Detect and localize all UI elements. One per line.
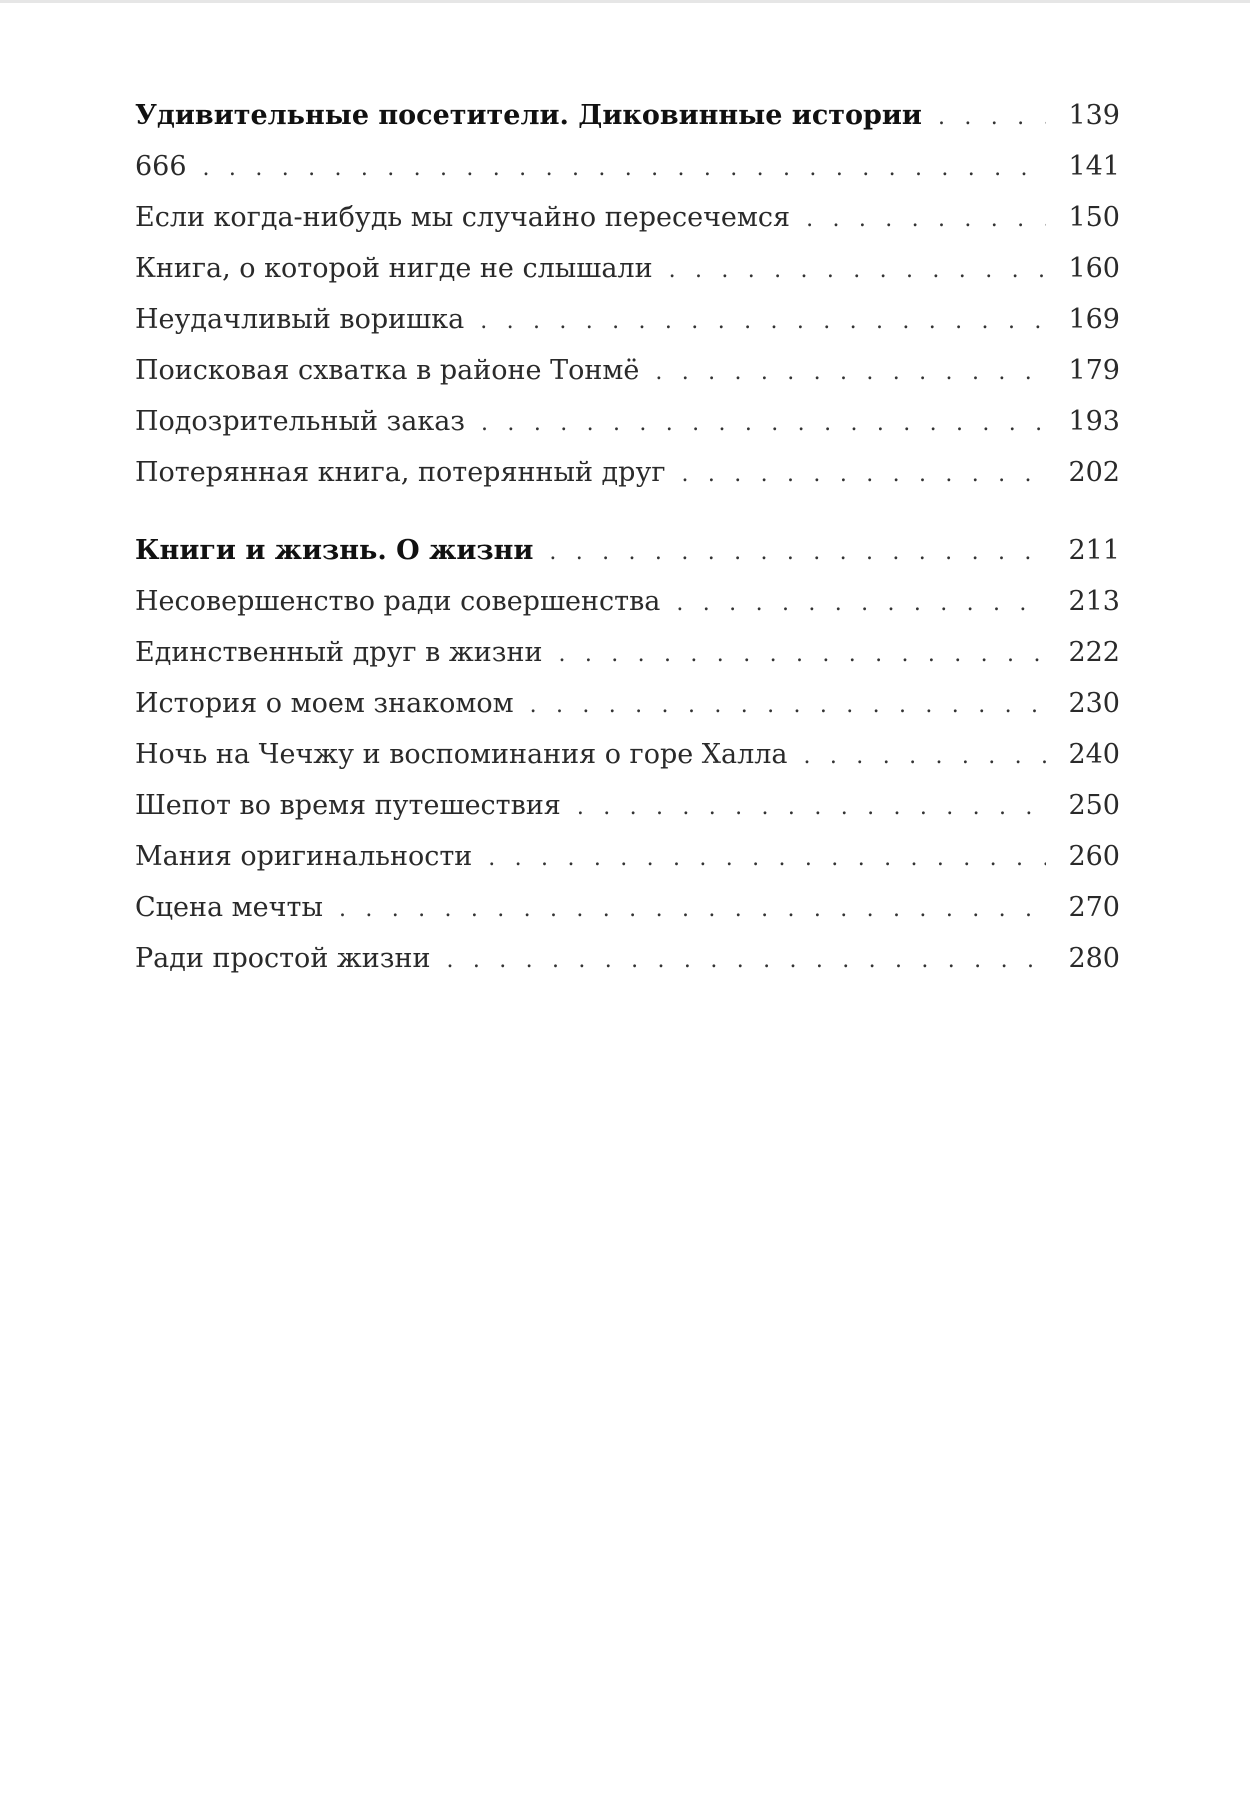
toc-entry-title: Несовершенство ради совершенства: [135, 586, 661, 617]
toc-entry-title: Ради простой жизни: [135, 943, 431, 974]
toc-entry-title: История о моем знакомом: [135, 688, 514, 719]
toc-entry-row[interactable]: [135, 243, 1120, 294]
toc-page-number: 240: [1068, 739, 1120, 770]
toc-page-number: 270: [1068, 892, 1120, 923]
toc-page-number: 222: [1068, 637, 1120, 668]
toc-page-number: 160: [1068, 253, 1120, 284]
toc-entry-row[interactable]: [135, 831, 1120, 882]
toc-entry-title: Подозрительный заказ: [135, 406, 466, 437]
dot-leader: [804, 731, 1046, 782]
toc-entry-row[interactable]: [135, 396, 1120, 447]
toc-entry-row[interactable]: [135, 345, 1120, 396]
toc-entry-title: Мания оригинальности: [135, 841, 473, 872]
toc-entry-title: Сцена мечты: [135, 892, 323, 923]
toc-entry-row[interactable]: [135, 294, 1120, 345]
toc-page-number: 141: [1068, 151, 1120, 182]
toc-entry-row[interactable]: [135, 780, 1120, 831]
toc-heading-title: Книги и жизнь. О жизни: [135, 535, 534, 566]
dot-leader: [339, 884, 1046, 935]
toc-entry-title: Шепот во время путешествия: [135, 790, 561, 821]
dot-leader: [676, 578, 1046, 629]
dot-leader: [806, 194, 1046, 245]
dot-leader: [577, 782, 1046, 833]
table-of-contents: [135, 90, 1120, 984]
toc-page-number: 280: [1068, 943, 1120, 974]
dot-leader: [203, 143, 1046, 194]
dot-leader: [558, 629, 1046, 680]
toc-entry-row[interactable]: [135, 627, 1120, 678]
dot-leader: [682, 449, 1047, 500]
toc-entry-row[interactable]: [135, 882, 1120, 933]
toc-entry-title: 666: [135, 151, 187, 182]
toc-entry-row[interactable]: [135, 933, 1120, 984]
dot-leader: [446, 935, 1046, 986]
toc-page-number: 211: [1068, 535, 1120, 566]
toc-entry-title: Ночь на Чечжу и воспоминания о горе Халла: [135, 739, 788, 770]
toc-page-number: 179: [1068, 355, 1120, 386]
toc-page-number: 213: [1068, 586, 1120, 617]
toc-entry-row[interactable]: [135, 729, 1120, 780]
toc-entry-title: Книга, о которой нигде не слышали: [135, 253, 653, 284]
dot-leader: [488, 833, 1046, 884]
dot-leader: [655, 347, 1046, 398]
toc-page-number: 150: [1068, 202, 1120, 233]
toc-page-number: 260: [1068, 841, 1120, 872]
toc-entry-row[interactable]: [135, 192, 1120, 243]
toc-section-visitors: [135, 90, 1120, 498]
toc-heading-row[interactable]: [135, 525, 1120, 576]
toc-entry-title: Единственный друг в жизни: [135, 637, 543, 668]
toc-entry-row[interactable]: [135, 141, 1120, 192]
toc-page-number: 139: [1068, 100, 1120, 131]
toc-page-number: 202: [1068, 457, 1120, 488]
toc-page-number: 169: [1068, 304, 1120, 335]
dot-leader: [481, 398, 1046, 449]
toc-entry-title: Неудачливый воришка: [135, 304, 465, 335]
toc-entry-title: Потерянная книга, потерянный друг: [135, 457, 666, 488]
dot-leader: [530, 680, 1046, 731]
dot-leader: [669, 245, 1046, 296]
dot-leader: [549, 527, 1046, 578]
toc-page-number: 250: [1068, 790, 1120, 821]
toc-page-number: 230: [1068, 688, 1120, 719]
toc-entry-row[interactable]: [135, 576, 1120, 627]
toc-entry-title: Если когда-нибудь мы случайно пересечемся: [135, 202, 791, 233]
dot-leader: [938, 92, 1046, 143]
toc-section-life: [135, 525, 1120, 984]
dot-leader: [480, 296, 1046, 347]
toc-entry-title: Поисковая схватка в районе Тонмё: [135, 355, 640, 386]
toc-page-number: 193: [1068, 406, 1120, 437]
page-top-edge: [0, 0, 1250, 3]
toc-heading-row[interactable]: [135, 90, 1120, 141]
toc-entry-row[interactable]: [135, 447, 1120, 498]
toc-heading-title: Удивительные посетители. Диковинные истории: [135, 100, 922, 131]
toc-entry-row[interactable]: [135, 678, 1120, 729]
